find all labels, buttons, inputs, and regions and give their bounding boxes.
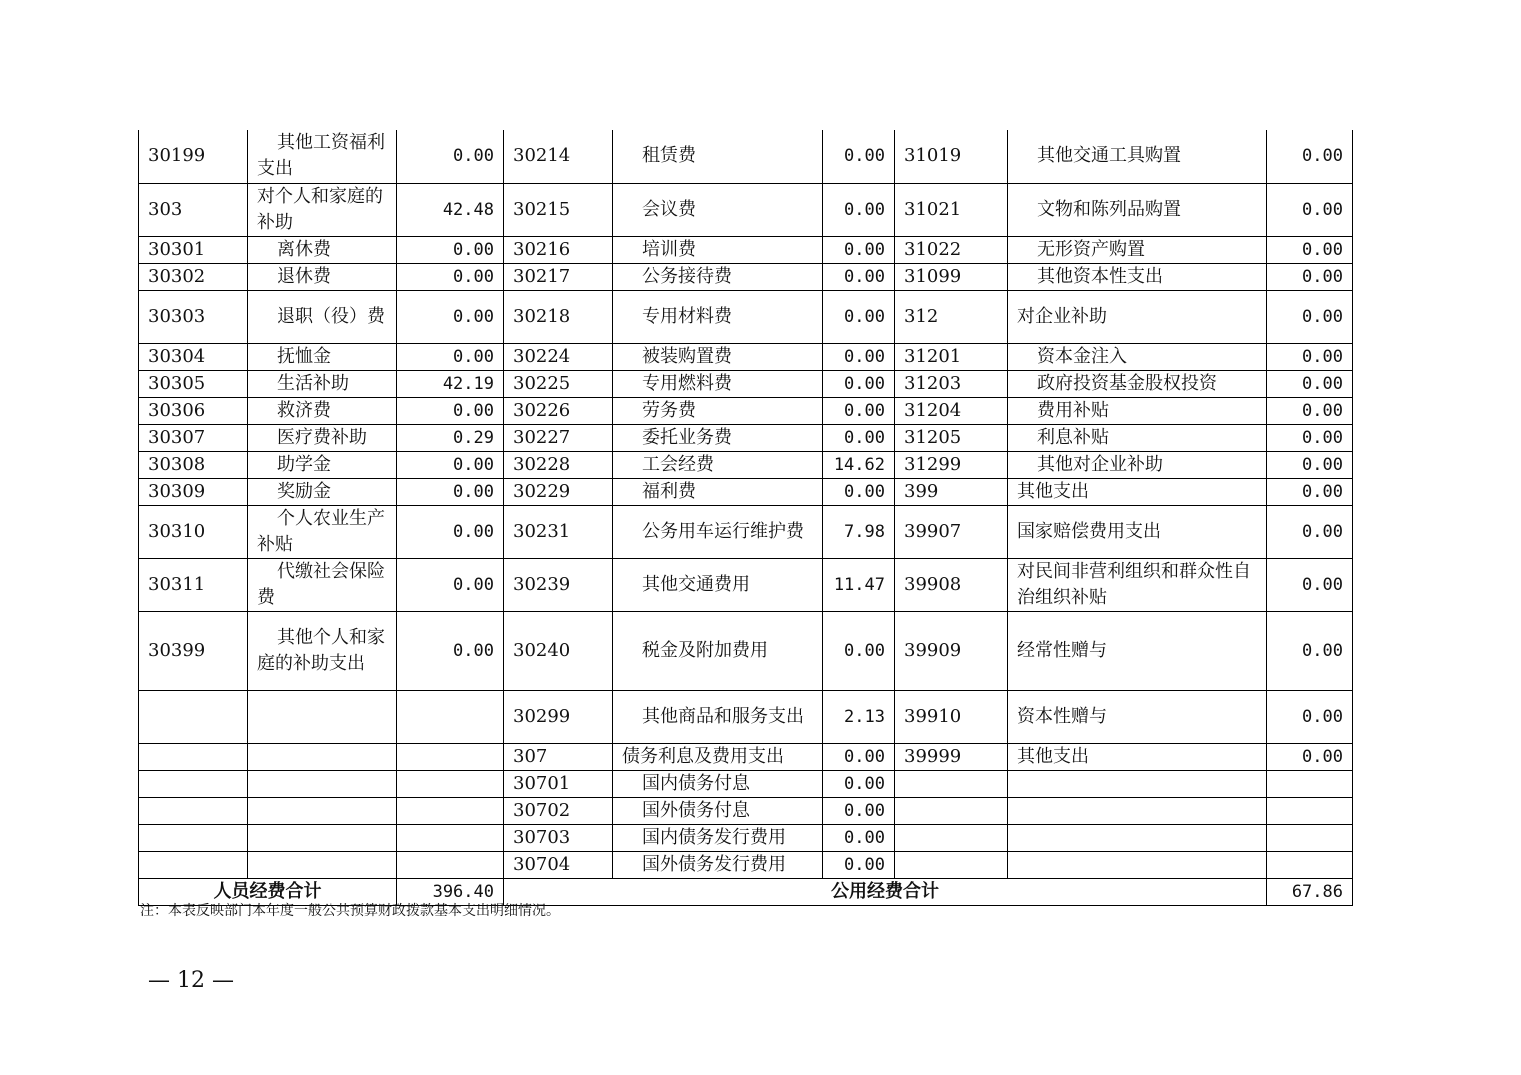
public-amount-cell: 0.00 [823,770,895,797]
other-amount-cell: 0.00 [1267,451,1353,478]
public-item-cell: 专用燃料费 [613,370,823,397]
other-code-cell: 31022 [895,236,1008,263]
other-code-cell [895,770,1008,797]
personnel-code-cell: 30305 [139,370,248,397]
personnel-code-cell: 30310 [139,505,248,558]
other-amount-cell: 0.00 [1267,290,1353,343]
table-row [139,263,1353,290]
other-amount-cell [1267,851,1353,878]
personnel-item-cell: 救济费 [248,397,397,424]
other-item-cell: 其他支出 [1008,478,1267,505]
table-row [139,424,1353,451]
personnel-amount-cell [397,690,504,743]
public-code-cell: 30224 [504,343,613,370]
personnel-item-cell: 对个人和家庭的补助 [248,183,397,236]
other-item-cell: 利息补贴 [1008,424,1267,451]
other-code-cell [895,797,1008,824]
table-row [139,797,1353,824]
public-item-cell: 公务用车运行维护费 [613,505,823,558]
other-item-cell: 国家赔偿费用支出 [1008,505,1267,558]
public-amount-cell: 0.00 [823,343,895,370]
other-amount-cell: 0.00 [1267,263,1353,290]
other-item-cell: 经常性赠与 [1008,611,1267,690]
other-item-cell: 无形资产购置 [1008,236,1267,263]
table-row [139,824,1353,851]
personnel-code-cell [139,797,248,824]
personnel-code-cell: 30303 [139,290,248,343]
other-code-cell: 31019 [895,130,1008,183]
personnel-item-cell: 退职（役）费 [248,290,397,343]
personnel-code-cell [139,743,248,770]
public-code-cell: 30240 [504,611,613,690]
personnel-code-cell: 30309 [139,478,248,505]
other-code-cell: 31205 [895,424,1008,451]
personnel-item-cell [248,690,397,743]
other-code-cell: 31021 [895,183,1008,236]
public-code-cell: 30704 [504,851,613,878]
table-row [139,130,1353,183]
personnel-amount-cell: 0.00 [397,558,504,611]
personnel-amount-cell [397,743,504,770]
public-item-cell: 国内债务发行费用 [613,824,823,851]
public-code-cell: 30217 [504,263,613,290]
public-amount-cell: 0.00 [823,130,895,183]
public-item-cell: 租赁费 [613,130,823,183]
personnel-item-cell [248,824,397,851]
public-item-cell: 国内债务付息 [613,770,823,797]
public-item-cell: 其他商品和服务支出 [613,690,823,743]
public-code-cell: 30299 [504,690,613,743]
personnel-item-cell [248,770,397,797]
public-item-cell: 会议费 [613,183,823,236]
other-amount-cell: 0.00 [1267,424,1353,451]
table-row [139,290,1353,343]
table-row [139,505,1353,558]
other-item-cell: 文物和陈列品购置 [1008,183,1267,236]
personnel-item-cell: 离休费 [248,236,397,263]
public-amount-cell: 0.00 [823,824,895,851]
public-code-cell: 30701 [504,770,613,797]
other-code-cell: 39907 [895,505,1008,558]
personnel-item-cell [248,851,397,878]
other-item-cell [1008,797,1267,824]
other-amount-cell: 0.00 [1267,743,1353,770]
other-amount-cell: 0.00 [1267,130,1353,183]
other-amount-cell: 0.00 [1267,690,1353,743]
other-code-cell: 39909 [895,611,1008,690]
public-item-cell: 委托业务费 [613,424,823,451]
public-item-cell: 其他交通费用 [613,558,823,611]
other-amount-cell: 0.00 [1267,558,1353,611]
personnel-item-cell: 医疗费补助 [248,424,397,451]
other-amount-cell: 0.00 [1267,478,1353,505]
personnel-item-cell: 代缴社会保险费 [248,558,397,611]
other-code-cell: 39908 [895,558,1008,611]
table-row [139,343,1353,370]
other-code-cell [895,851,1008,878]
table-row [139,236,1353,263]
table-row [139,478,1353,505]
personnel-code-cell: 30306 [139,397,248,424]
other-amount-cell: 0.00 [1267,183,1353,236]
personnel-code-cell: 30311 [139,558,248,611]
personnel-amount-cell [397,797,504,824]
personnel-amount-cell: 0.00 [397,130,504,183]
public-code-cell: 30215 [504,183,613,236]
public-item-cell: 专用材料费 [613,290,823,343]
table-row [139,183,1353,236]
personnel-amount-cell: 0.00 [397,451,504,478]
personnel-total-value: 396.40 [397,878,504,905]
personnel-amount-cell: 0.00 [397,505,504,558]
personnel-amount-cell: 42.48 [397,183,504,236]
public-total-label: 公用经费合计 [504,878,1267,905]
personnel-amount-cell: 0.29 [397,424,504,451]
other-code-cell: 31204 [895,397,1008,424]
table-note: 注：本表反映部门本年度一般公共预算财政拨款基本支出明细情况。 [140,903,560,919]
other-item-cell: 资本金注入 [1008,343,1267,370]
table-row [139,611,1353,690]
public-amount-cell: 14.62 [823,451,895,478]
public-amount-cell: 0.00 [823,236,895,263]
other-item-cell: 其他对企业补助 [1008,451,1267,478]
other-item-cell: 其他支出 [1008,743,1267,770]
public-code-cell: 30231 [504,505,613,558]
personnel-item-cell [248,743,397,770]
personnel-item-cell [248,797,397,824]
public-total-value: 67.86 [1267,878,1353,905]
personnel-item-cell: 其他工资福利支出 [248,130,397,183]
public-amount-cell: 0.00 [823,478,895,505]
personnel-item-cell: 抚恤金 [248,343,397,370]
personnel-code-cell: 30399 [139,611,248,690]
personnel-code-cell: 30307 [139,424,248,451]
public-item-cell: 国外债务发行费用 [613,851,823,878]
table-row [139,397,1353,424]
personnel-amount-cell [397,851,504,878]
personnel-code-cell: 303 [139,183,248,236]
table-row [139,558,1353,611]
personnel-amount-cell: 0.00 [397,290,504,343]
other-code-cell: 31299 [895,451,1008,478]
other-item-cell [1008,824,1267,851]
public-code-cell: 30226 [504,397,613,424]
public-item-cell: 被装购置费 [613,343,823,370]
public-code-cell: 30227 [504,424,613,451]
other-item-cell [1008,770,1267,797]
personnel-amount-cell: 0.00 [397,478,504,505]
other-amount-cell: 0.00 [1267,236,1353,263]
other-item-cell: 对企业补助 [1008,290,1267,343]
table-row [139,743,1353,770]
expenditure-detail-table [138,130,1353,906]
personnel-code-cell: 30199 [139,130,248,183]
page-number: — 12 — [148,968,234,993]
personnel-item-cell: 其他个人和家庭的补助支出 [248,611,397,690]
public-amount-cell: 7.98 [823,505,895,558]
other-amount-cell [1267,770,1353,797]
public-item-cell: 培训费 [613,236,823,263]
personnel-amount-cell: 0.00 [397,343,504,370]
personnel-amount-cell: 0.00 [397,263,504,290]
public-amount-cell: 0.00 [823,183,895,236]
public-amount-cell: 11.47 [823,558,895,611]
other-code-cell [895,824,1008,851]
public-item-cell: 劳务费 [613,397,823,424]
other-item-cell: 对民间非营利组织和群众性自治组织补贴 [1008,558,1267,611]
table-row [139,851,1353,878]
personnel-item-cell: 助学金 [248,451,397,478]
public-item-cell: 债务利息及费用支出 [613,743,823,770]
other-item-cell [1008,851,1267,878]
other-amount-cell: 0.00 [1267,343,1353,370]
other-code-cell: 31099 [895,263,1008,290]
public-amount-cell: 0.00 [823,397,895,424]
other-amount-cell: 0.00 [1267,370,1353,397]
personnel-total-label: 人员经费合计 [139,878,397,905]
public-code-cell: 30228 [504,451,613,478]
table-row [139,770,1353,797]
table-row [139,451,1353,478]
personnel-code-cell: 30301 [139,236,248,263]
personnel-code-cell: 30308 [139,451,248,478]
personnel-amount-cell [397,824,504,851]
other-amount-cell: 0.00 [1267,611,1353,690]
personnel-code-cell: 30302 [139,263,248,290]
public-amount-cell: 0.00 [823,290,895,343]
other-code-cell: 31201 [895,343,1008,370]
other-code-cell: 39999 [895,743,1008,770]
personnel-item-cell: 奖励金 [248,478,397,505]
other-code-cell: 39910 [895,690,1008,743]
public-code-cell: 30218 [504,290,613,343]
table-row [139,370,1353,397]
other-amount-cell [1267,824,1353,851]
public-code-cell: 30214 [504,130,613,183]
public-code-cell: 30703 [504,824,613,851]
public-item-cell: 公务接待费 [613,263,823,290]
public-amount-cell: 0.00 [823,611,895,690]
personnel-item-cell: 退休费 [248,263,397,290]
public-amount-cell: 0.00 [823,743,895,770]
public-item-cell: 福利费 [613,478,823,505]
other-code-cell: 31203 [895,370,1008,397]
public-item-cell: 国外债务付息 [613,797,823,824]
personnel-code-cell [139,824,248,851]
personnel-item-cell: 生活补助 [248,370,397,397]
other-item-cell: 资本性赠与 [1008,690,1267,743]
public-amount-cell: 0.00 [823,797,895,824]
public-amount-cell: 2.13 [823,690,895,743]
personnel-code-cell [139,770,248,797]
public-code-cell: 30239 [504,558,613,611]
public-item-cell: 税金及附加费用 [613,611,823,690]
personnel-code-cell [139,690,248,743]
table-row [139,690,1353,743]
personnel-amount-cell: 0.00 [397,236,504,263]
other-item-cell: 费用补贴 [1008,397,1267,424]
personnel-code-cell [139,851,248,878]
other-amount-cell [1267,797,1353,824]
public-amount-cell: 0.00 [823,424,895,451]
personnel-code-cell: 30304 [139,343,248,370]
other-item-cell: 其他交通工具购置 [1008,130,1267,183]
other-code-cell: 399 [895,478,1008,505]
personnel-item-cell: 个人农业生产补贴 [248,505,397,558]
public-code-cell: 307 [504,743,613,770]
public-code-cell: 30229 [504,478,613,505]
personnel-amount-cell [397,770,504,797]
personnel-amount-cell: 42.19 [397,370,504,397]
other-amount-cell: 0.00 [1267,505,1353,558]
public-code-cell: 30216 [504,236,613,263]
public-amount-cell: 0.00 [823,851,895,878]
other-item-cell: 其他资本性支出 [1008,263,1267,290]
public-code-cell: 30702 [504,797,613,824]
other-amount-cell: 0.00 [1267,397,1353,424]
other-code-cell: 312 [895,290,1008,343]
public-code-cell: 30225 [504,370,613,397]
other-item-cell: 政府投资基金股权投资 [1008,370,1267,397]
public-amount-cell: 0.00 [823,263,895,290]
public-item-cell: 工会经费 [613,451,823,478]
personnel-amount-cell: 0.00 [397,397,504,424]
personnel-amount-cell: 0.00 [397,611,504,690]
public-amount-cell: 0.00 [823,370,895,397]
